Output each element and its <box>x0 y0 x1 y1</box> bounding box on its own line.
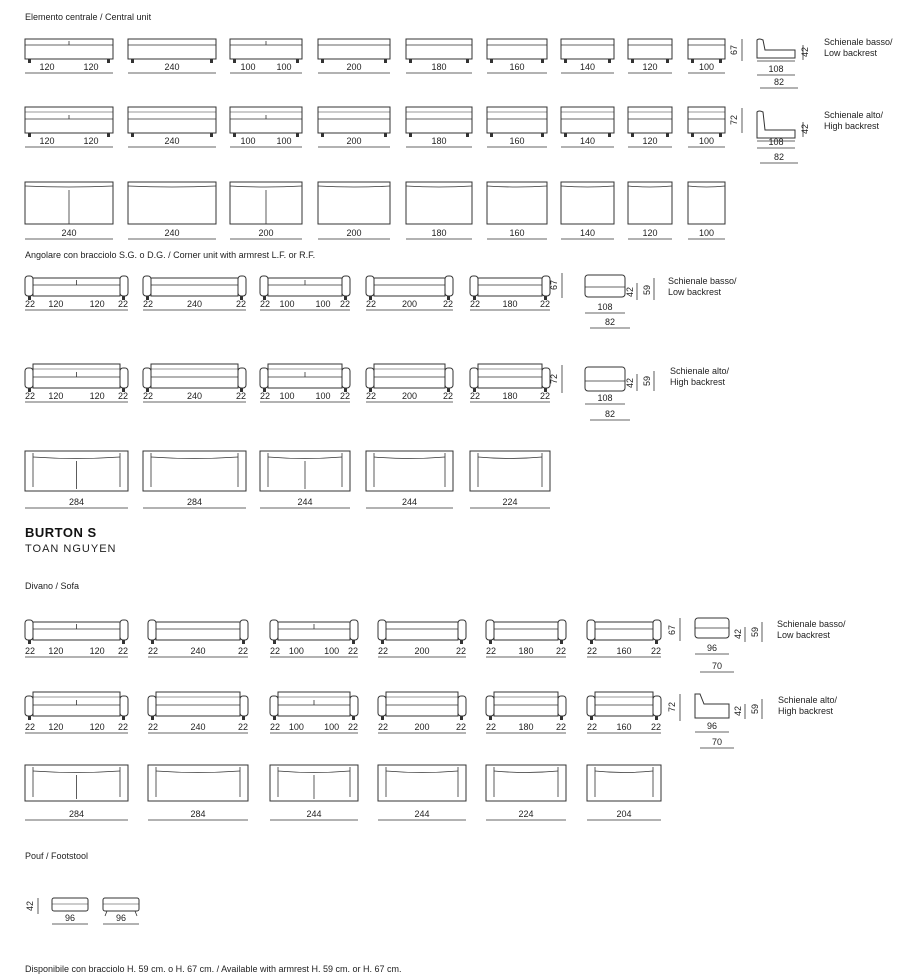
central-unit-front <box>230 39 302 73</box>
corner-unit-plan <box>470 451 550 508</box>
dimension-label: 22 <box>650 722 662 732</box>
dimension-label: 200 <box>414 722 430 732</box>
central-unit-front <box>128 39 216 73</box>
dimension-label: 240 <box>164 62 180 72</box>
dimension-label: 22 <box>24 722 36 732</box>
corner-unit-plan <box>260 451 350 508</box>
dimension-label: 100 <box>279 391 295 401</box>
dimension-label: 120 <box>83 136 99 146</box>
height-label: 42 <box>800 123 810 135</box>
dimension-label: 120 <box>39 62 55 72</box>
low-backrest-it: Schienale basso/ <box>668 276 737 286</box>
dimension-label: 22 <box>469 391 481 401</box>
availability-footnote: Disponibile con bracciolo H. 59 cm. o H. 67 cm. / Available with armrest H. 59 cm. or H. 67 cm. <box>25 964 402 974</box>
dimension-label: 120 <box>642 136 658 146</box>
corner-unit-front <box>143 364 246 402</box>
dimension-label: 22 <box>339 391 351 401</box>
dimension-label: 284 <box>186 497 203 507</box>
dimension-label: 22 <box>142 299 154 309</box>
sofa-plan <box>587 765 661 820</box>
dimension-label: 120 <box>48 722 64 732</box>
dimension-label: 120 <box>89 299 105 309</box>
central-unit-plan <box>688 182 725 239</box>
heading-footstool: Pouf / Footstool <box>25 851 89 861</box>
dimension-label: 22 <box>455 722 467 732</box>
dimension-label: 22 <box>235 299 247 309</box>
dimension-label: 22 <box>24 391 36 401</box>
central-side-high <box>757 111 810 163</box>
dimension-label: 22 <box>365 391 377 401</box>
sofa-plan <box>148 765 248 820</box>
sofa-front <box>270 692 358 733</box>
dimension-label: 22 <box>485 722 497 732</box>
dimension-label: 100 <box>698 136 715 146</box>
dimension-label: 82 <box>604 409 616 419</box>
dimension-label: 160 <box>509 228 525 238</box>
dimension-label: 22 <box>237 646 249 656</box>
dimension-label: 22 <box>377 722 389 732</box>
dimension-label: 22 <box>586 646 598 656</box>
corner-high-row <box>25 364 550 402</box>
dimension-label: 100 <box>324 722 340 732</box>
sofa-front <box>148 620 248 657</box>
central-low-row <box>25 39 725 73</box>
central-side-low <box>757 39 810 88</box>
central-unit-front <box>561 39 614 73</box>
dimension-label: 244 <box>414 809 430 819</box>
pouf-view <box>103 898 139 924</box>
dimension-label: 100 <box>315 391 331 401</box>
height-label: 42 <box>800 46 810 58</box>
dimension-label: 224 <box>502 497 518 507</box>
central-plan-row <box>25 182 725 239</box>
pouf <box>25 898 139 924</box>
corner-unit-front <box>366 364 453 402</box>
central-unit-front <box>406 39 472 73</box>
central-unit-front <box>688 39 725 73</box>
height-label: 42 <box>625 286 635 298</box>
heading-central-unit: Elemento centrale / Central unit <box>25 12 152 22</box>
dimension-label: 22 <box>347 722 359 732</box>
dimension-label: 22 <box>455 646 467 656</box>
dimension-label: 120 <box>642 62 658 72</box>
sofa-front <box>25 620 128 657</box>
central-unit-front <box>688 107 725 147</box>
dimension-label: 22 <box>147 646 159 656</box>
high-backrest-it: Schienale alto/ <box>778 695 838 705</box>
dimension-label: 22 <box>259 299 271 309</box>
central-unit-plan <box>487 182 547 239</box>
dimension-label: 140 <box>579 62 596 72</box>
height-label: 42 <box>733 705 743 717</box>
central-unit-front <box>406 107 472 147</box>
dimension-label: 100 <box>315 299 331 309</box>
dimension-label: 120 <box>39 136 55 146</box>
corner-unit-plan <box>25 451 128 508</box>
central-unit-front <box>628 107 672 147</box>
height-label: 67 <box>729 44 739 56</box>
dimension-label: 22 <box>339 299 351 309</box>
dimension-label: 284 <box>68 497 85 507</box>
dimension-label: 200 <box>414 646 430 656</box>
dimension-label: 160 <box>509 136 525 146</box>
dimension-label: 240 <box>164 228 180 238</box>
sofa-front <box>25 692 128 733</box>
dimension-label: 70 <box>711 661 723 671</box>
sofa-front <box>270 620 358 657</box>
dimension-label: 22 <box>586 722 598 732</box>
dimension-label: 100 <box>240 136 256 146</box>
corner-unit-front <box>260 364 350 402</box>
low-backrest-it: Schienale basso/ <box>824 37 893 47</box>
central-unit-front <box>25 107 113 147</box>
central-unit-front <box>487 39 547 73</box>
dimension-label: 22 <box>555 646 567 656</box>
dimension-label: 120 <box>89 391 105 401</box>
dimension-label: 22 <box>365 299 377 309</box>
corner-unit-front <box>143 276 246 310</box>
dimension-label: 120 <box>48 299 64 309</box>
sofa-front <box>148 692 248 733</box>
central-high-row <box>25 107 725 147</box>
dimension-label: 108 <box>768 137 784 147</box>
height-label: 59 <box>642 375 652 387</box>
dimension-label: 108 <box>768 64 784 74</box>
dimension-label: 204 <box>616 809 632 819</box>
dimension-label: 22 <box>269 646 281 656</box>
height-label: 67 <box>667 624 677 636</box>
dimension-label: 22 <box>142 391 154 401</box>
central-unit-plan <box>128 182 216 239</box>
sofa-front <box>587 620 661 657</box>
dimension-label: 160 <box>616 722 632 732</box>
sofa-plan-row <box>25 765 661 820</box>
height-label: 42 <box>25 900 35 912</box>
dimension-label: 22 <box>117 299 129 309</box>
height-label: 59 <box>642 284 652 296</box>
dimension-label: 244 <box>297 497 313 507</box>
central-unit-front <box>628 39 672 73</box>
central-unit-front <box>128 107 216 147</box>
corner-unit-front <box>25 364 128 402</box>
dimension-label: 22 <box>24 646 36 656</box>
dimension-label: 224 <box>518 809 534 819</box>
sofa-low-row <box>25 620 661 657</box>
sofa-high-row <box>25 692 661 733</box>
pouf-view <box>52 898 88 924</box>
high-backrest-en: High backrest <box>778 706 834 716</box>
corner-side-high <box>585 367 654 420</box>
sofa-front <box>486 692 566 733</box>
central-unit-plan <box>25 182 113 239</box>
central-unit-front <box>230 107 302 147</box>
dimension-label: 240 <box>190 722 206 732</box>
central-unit-front <box>25 39 113 73</box>
corner-unit-front <box>260 276 350 310</box>
corner-unit-front <box>25 276 128 310</box>
dimension-label: 22 <box>237 722 249 732</box>
dimension-label: 180 <box>518 722 534 732</box>
height-label: 42 <box>733 628 743 640</box>
central-unit-plan <box>628 182 672 239</box>
sofa-side-high <box>695 694 762 748</box>
dimension-label: 120 <box>642 228 658 238</box>
central-unit-front <box>318 39 390 73</box>
central-unit-front <box>318 107 390 147</box>
central-unit-plan <box>561 182 614 239</box>
dimension-label: 22 <box>442 299 454 309</box>
corner-unit-plan <box>143 451 246 508</box>
central-unit-plan <box>406 182 472 239</box>
dimension-label: 120 <box>83 62 99 72</box>
dimension-label: 284 <box>190 809 206 819</box>
dimension-label: 160 <box>509 62 525 72</box>
dimension-label: 100 <box>276 62 292 72</box>
corner-heights <box>549 273 562 393</box>
dimension-label: 100 <box>240 62 256 72</box>
dimension-label: 22 <box>117 646 129 656</box>
low-backrest-en: Low backrest <box>777 630 831 640</box>
dimension-label: 120 <box>48 391 64 401</box>
dimension-label: 22 <box>24 299 36 309</box>
dimension-label: 108 <box>597 393 613 403</box>
height-label: 72 <box>667 701 677 713</box>
high-backrest-it: Schienale alto/ <box>670 366 730 376</box>
dimension-label: 180 <box>518 646 534 656</box>
central-unit-plan <box>318 182 390 239</box>
sofa-side-low <box>695 618 762 672</box>
corner-unit-front <box>470 364 550 402</box>
dimension-label: 120 <box>89 722 105 732</box>
dimension-label: 100 <box>276 136 292 146</box>
corner-unit-plan <box>366 451 453 508</box>
height-label: 42 <box>625 377 635 389</box>
dimension-label: 22 <box>539 391 551 401</box>
dimension-label: 140 <box>579 228 596 238</box>
dimension-label: 100 <box>698 62 715 72</box>
corner-unit-front <box>470 276 550 310</box>
dimension-label: 22 <box>555 722 567 732</box>
dimension-label: 96 <box>706 721 718 731</box>
sofa-front <box>378 620 466 657</box>
central-unit-plan <box>230 182 302 239</box>
height-label: 59 <box>750 703 760 715</box>
dimension-label: 244 <box>306 809 322 819</box>
sofa-plan <box>486 765 566 820</box>
sofa-front <box>378 692 466 733</box>
low-backrest-it: Schienale basso/ <box>777 619 846 629</box>
dimension-label: 96 <box>706 643 718 653</box>
corner-side-low <box>585 275 654 328</box>
dimension-label: 100 <box>279 299 295 309</box>
heading-sofa: Divano / Sofa <box>25 581 80 591</box>
low-backrest-en: Low backrest <box>668 287 722 297</box>
dimension-label: 240 <box>190 646 206 656</box>
sofa-front <box>486 620 566 657</box>
dimension-label: 22 <box>485 646 497 656</box>
dimension-label: 200 <box>346 136 362 146</box>
dimension-label: 96 <box>64 913 76 923</box>
dimension-label: 22 <box>259 391 271 401</box>
dimension-label: 200 <box>346 228 362 238</box>
dimension-label: 22 <box>235 391 247 401</box>
product-name: BURTON S <box>25 525 97 540</box>
sofa-plan <box>378 765 466 820</box>
high-backrest-it: Schienale alto/ <box>824 110 884 120</box>
dimension-label: 180 <box>431 228 447 238</box>
dimension-label: 240 <box>164 136 180 146</box>
height-label: 72 <box>729 114 739 126</box>
dimension-label: 240 <box>186 299 203 309</box>
dimension-label: 70 <box>711 737 723 747</box>
dimension-label: 200 <box>346 62 362 72</box>
corner-unit-front <box>366 276 453 310</box>
high-backrest-en: High backrest <box>670 377 726 387</box>
corner-plan-row <box>25 451 550 508</box>
dimension-label: 180 <box>502 391 518 401</box>
high-backrest-en: High backrest <box>824 121 880 131</box>
dimension-label: 82 <box>773 77 785 87</box>
corner-low-row <box>25 276 550 310</box>
dimension-label: 22 <box>117 391 129 401</box>
dimension-label: 200 <box>401 299 418 309</box>
dimension-label: 22 <box>347 646 359 656</box>
central-unit-front <box>561 107 614 147</box>
dimension-label: 240 <box>61 228 77 238</box>
sofa-front <box>587 692 661 733</box>
product-designer: TOAN NGUYEN <box>25 543 117 555</box>
dimension-label: 100 <box>324 646 340 656</box>
dimension-label: 180 <box>502 299 518 309</box>
dimension-label: 22 <box>147 722 159 732</box>
height-label: 67 <box>549 279 559 291</box>
dimension-label: 160 <box>616 646 632 656</box>
dimension-label: 82 <box>773 152 785 162</box>
dimension-label: 180 <box>431 62 447 72</box>
dimension-label: 244 <box>401 497 418 507</box>
heading-corner-unit: Angolare con bracciolo S.G. o D.G. / Corner unit with armrest L.F. or R.F. <box>25 250 316 260</box>
dimension-label: 120 <box>48 646 64 656</box>
central-heights <box>729 39 742 133</box>
height-label: 72 <box>549 373 559 385</box>
dimension-label: 100 <box>698 228 715 238</box>
sofa-plan <box>25 765 128 820</box>
dimension-label: 82 <box>604 317 616 327</box>
dimension-label: 100 <box>288 646 304 656</box>
dimension-label: 240 <box>186 391 203 401</box>
height-label: 59 <box>750 626 760 638</box>
dimension-label: 140 <box>579 136 596 146</box>
dimension-label: 100 <box>288 722 304 732</box>
dimension-label: 200 <box>401 391 418 401</box>
dimension-label: 284 <box>68 809 85 819</box>
dimension-label: 22 <box>650 646 662 656</box>
dimension-label: 22 <box>539 299 551 309</box>
dimension-label: 120 <box>89 646 105 656</box>
dimension-label: 108 <box>597 302 613 312</box>
dimension-label: 22 <box>269 722 281 732</box>
dimension-label: 22 <box>469 299 481 309</box>
sofa-plan <box>270 765 358 820</box>
dimension-label: 22 <box>442 391 454 401</box>
low-backrest-en: Low backrest <box>824 48 878 58</box>
dimension-label: 180 <box>431 136 447 146</box>
sofa-heights <box>667 618 680 721</box>
dimension-label: 200 <box>258 228 274 238</box>
dimension-label: 22 <box>377 646 389 656</box>
dimension-label: 96 <box>115 913 127 923</box>
central-unit-front <box>487 107 547 147</box>
dimension-label: 22 <box>117 722 129 732</box>
